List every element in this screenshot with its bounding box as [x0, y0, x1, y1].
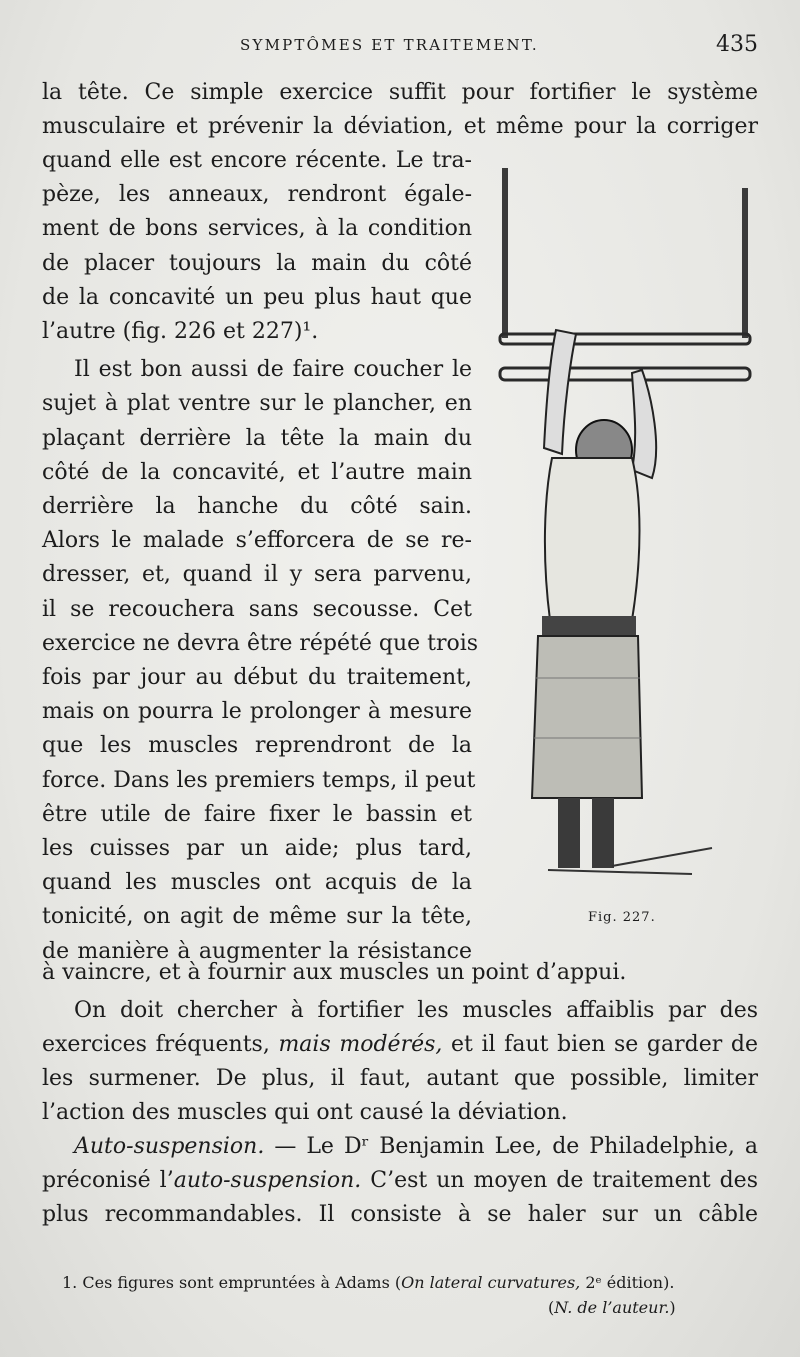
text-line: Alors le malade s’efforcera de se re- — [42, 528, 472, 553]
left-arm — [544, 330, 576, 454]
text-line: ment de bons services, à la condition — [42, 216, 472, 241]
footnote-text: 2ᵉ édition). — [580, 1273, 675, 1292]
text-line: les surmener. De plus, il faut, autant que possible, limiter — [42, 1066, 758, 1091]
italic-span: Auto-suspension. — [74, 1134, 265, 1159]
footnote-number: 1. — [62, 1273, 78, 1292]
waist-sash — [542, 616, 636, 638]
text-line: tonicité, on agit de même sur la tête, — [42, 904, 472, 929]
text-line: Il est bon aussi de faire coucher le — [74, 357, 472, 382]
text-line: à vaincre, et à fournir aux muscles un point d’appui. — [42, 960, 627, 985]
text-line: musculaire et prévenir la déviation, et même pour la corriger — [42, 114, 758, 139]
trapeze-right-rope — [742, 188, 748, 338]
text-line — [42, 1028, 758, 1062]
text-line: de la concavité un peu plus haut que — [42, 285, 472, 310]
text-line: fois par jour au début du traitement, — [42, 665, 472, 690]
page-number: 435 — [716, 32, 758, 57]
text-line: derrière la hanche du côté sain. — [42, 494, 472, 519]
right-arm — [632, 370, 656, 478]
footnote-attribution — [548, 1298, 676, 1317]
text-line: l’action des muscles qui ont causé la déviation. — [42, 1100, 568, 1125]
trapeze-lower-bar — [500, 368, 750, 380]
right-leg — [592, 798, 614, 868]
trapeze-figure-drawing — [492, 158, 762, 898]
text-line — [42, 1164, 758, 1198]
footnote-italic-title: On lateral curvatures, — [401, 1273, 581, 1292]
text-line: dresser, et, quand il y sera parvenu, — [42, 562, 472, 587]
trapeze-left-rope — [502, 168, 508, 338]
text-line: On doit chercher à fortifier les muscles affaiblis par des — [74, 998, 758, 1023]
figure-caption: Fig. 227. — [588, 910, 656, 925]
text-line: côté de la concavité, et l’autre main — [42, 460, 472, 485]
text-line: que les muscles reprendront de la — [42, 733, 472, 758]
italic-span: mais modérés, — [278, 1032, 443, 1057]
text-line: sujet à plat ventre sur le plancher, en — [42, 391, 472, 416]
text-line: force. Dans les premiers temps, il peut — [42, 768, 476, 793]
page-header — [40, 34, 760, 64]
text-line: mais on pourra le prolonger à mesure — [42, 699, 472, 724]
torso — [545, 458, 640, 620]
attribution-text: N. de l’auteur. — [554, 1298, 670, 1317]
attribution-paren-open: ( — [548, 1298, 555, 1317]
text-line: pèze, les anneaux, rendront égale- — [42, 182, 472, 207]
text-span: C’est un moyen de traitement des — [361, 1168, 758, 1193]
text-span: — Le Dʳ Benjamin Lee, de Philadelphie, a — [264, 1134, 758, 1159]
text-line: plaçant derrière la tête la main du — [42, 426, 472, 451]
text-line: exercice ne devra être répété que trois — [42, 631, 479, 656]
attribution-paren-close: ) — [669, 1298, 676, 1317]
text-span: exercices fréquents, — [42, 1032, 279, 1057]
text-line: être utile de faire fixer le bassin et — [42, 802, 472, 827]
text-line: quand elle est encore récente. Le tra- — [42, 148, 472, 173]
running-head: SYMPTÔMES ET TRAITEMENT. — [240, 36, 539, 54]
text-line: de placer toujours la main du côté — [42, 251, 472, 276]
text-line: de manière à augmenter la résistance — [42, 939, 472, 964]
left-leg — [558, 798, 580, 868]
italic-span: auto-suspension. — [173, 1168, 362, 1193]
trapeze-upper-bar — [500, 334, 750, 344]
text-line: l’autre (fig. 226 et 227)¹. — [42, 319, 319, 344]
figure-227-illustration — [492, 158, 762, 898]
text-line: il se recouchera sans secousse. Cet — [42, 597, 472, 622]
text-span: et il faut bien se garder de — [442, 1032, 758, 1057]
text-span: préconisé l’ — [42, 1168, 174, 1193]
text-line — [74, 1130, 758, 1164]
text-line: plus recommandables. Il consiste à se haler sur un câble — [42, 1202, 758, 1227]
skirt — [532, 636, 642, 798]
text-line: quand les muscles ont acquis de la — [42, 870, 472, 895]
text-line: la tête. Ce simple exercice suffit pour fortifier le système — [42, 80, 758, 105]
text-line: les cuisses par un aide; plus tard, — [42, 836, 472, 861]
footnote-text: Ces figures sont empruntées à Adams ( — [77, 1273, 402, 1292]
footnote — [62, 1270, 674, 1296]
